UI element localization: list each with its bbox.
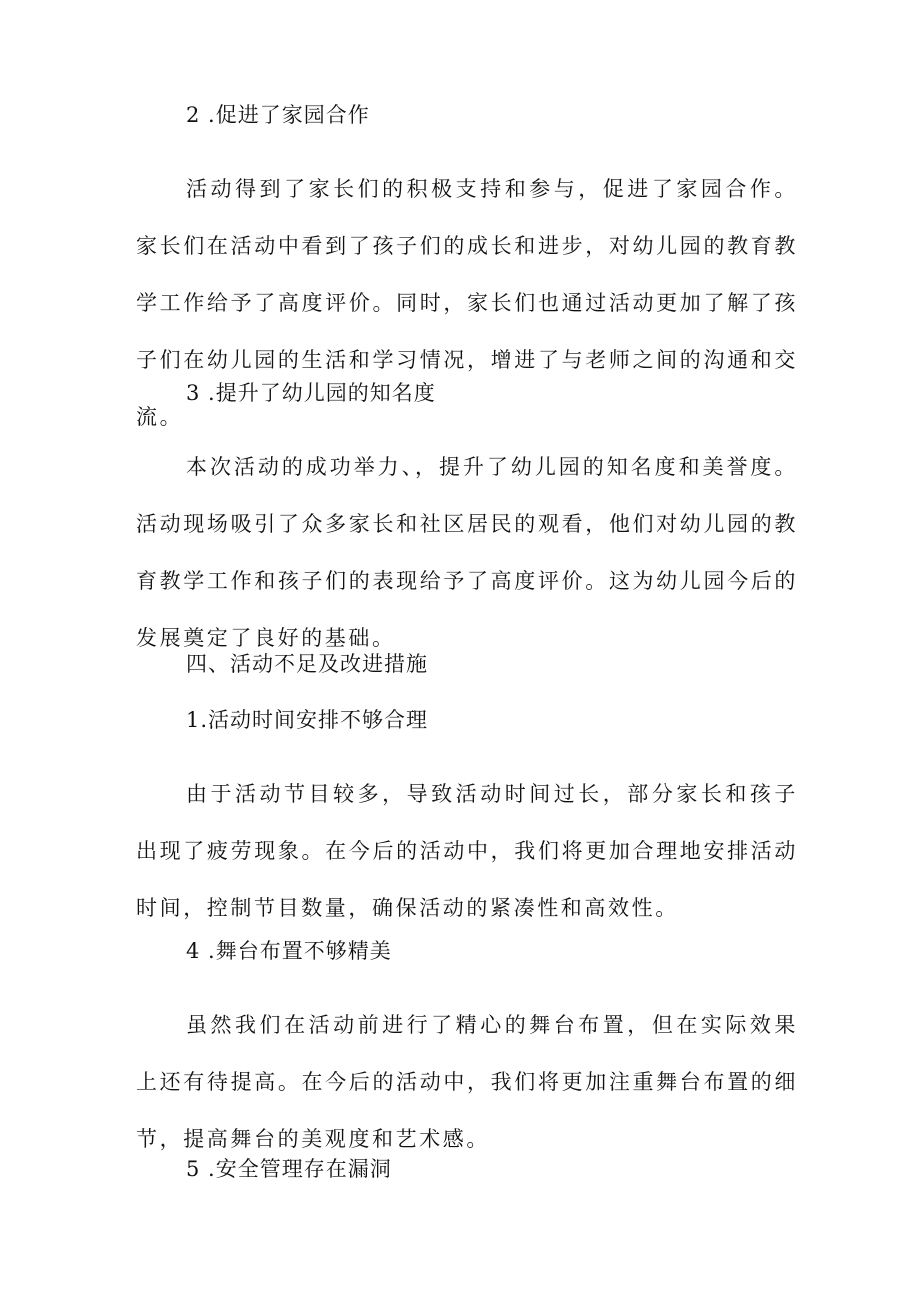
section-heading-stage: 4 .舞台布置不够精美	[186, 939, 392, 963]
paragraph-time-arrangement: 由于活动节目较多，导致活动时间过长，部分家长和孩子出现了疲劳现象。在今后的活动中，我们将更加合理地安排活动时间，控制节目数量，确保活动的紧凑性和高效性。	[136, 782, 798, 920]
section-heading-shortcomings: 四、活动不足及改进措施	[186, 652, 428, 676]
section-heading-time-arrangement: 1.活动时间安排不够合理	[186, 708, 429, 732]
section-heading-2: 2 .促进了家园合作	[186, 103, 370, 127]
paragraph-home-school-cooperation: 活动得到了家长们的积极支持和参与，促进了家园合作。家长们在活动中看到了孩子们的成长和进步，对幼儿园的教育教学工作给予了高度评价。同时，家长们也通过活动更加了解了孩子们在幼儿园的生活和学习情况，增进了与老师之间的沟通和交流。	[136, 177, 798, 429]
section-heading-safety: 5 .安全管理存在漏洞	[186, 1157, 392, 1181]
section-heading-3: 3 .提升了幼儿园的知名度	[186, 381, 436, 405]
paragraph-reputation: 本次活动的成功举力、，提升了幼儿园的知名度和美誉度。活动现场吸引了众多家长和社区居民的观看，他们对幼儿园的教育教学工作和孩子们的表现给予了高度评价。这为幼儿园今后的发展奠定了良好的基础。	[136, 455, 798, 650]
paragraph-stage: 虽然我们在活动前进行了精心的舞台布置，但在实际效果上还有待提高。在今后的活动中，我们将更加注重舞台布置的细节，提高舞台的美观度和艺术感。	[136, 1013, 798, 1151]
